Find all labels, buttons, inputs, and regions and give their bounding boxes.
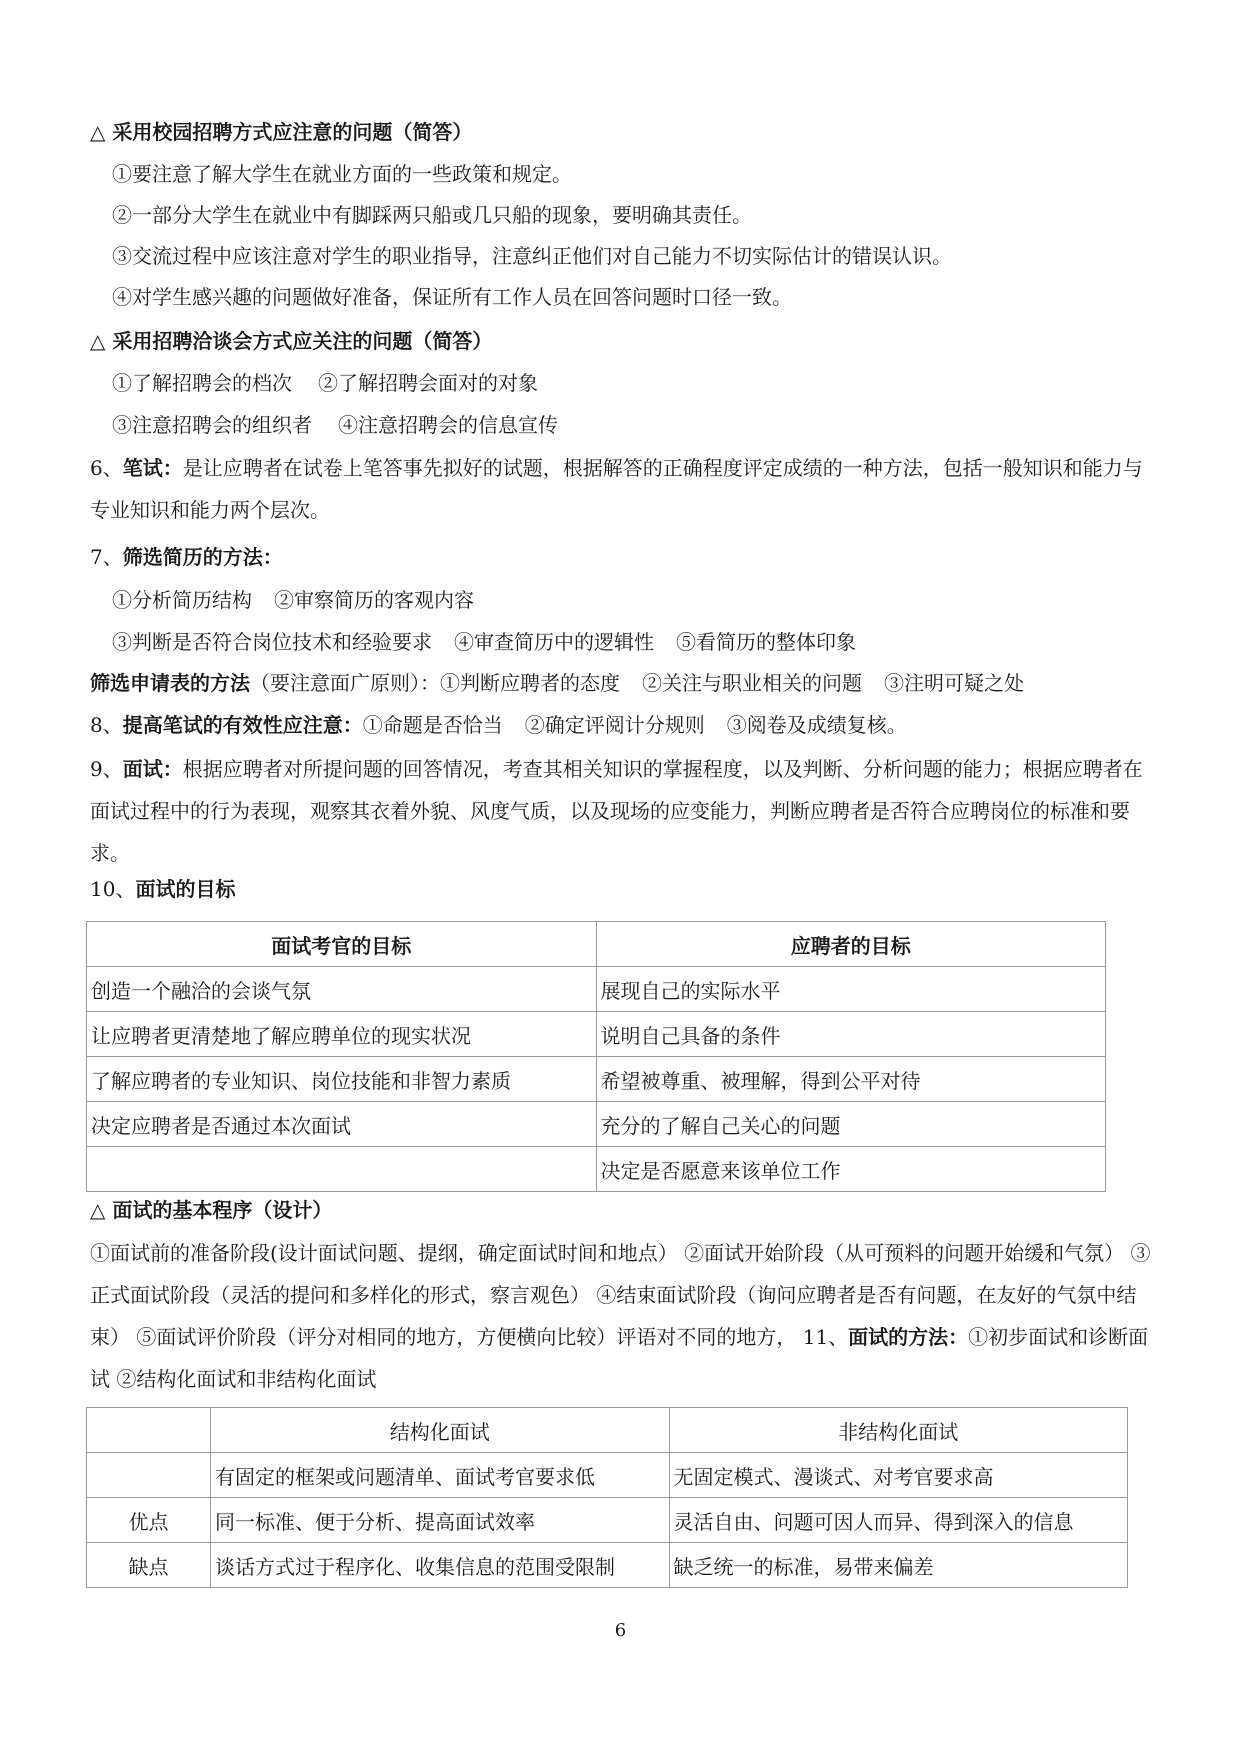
list-line	[112, 370, 538, 396]
item-number: 9、	[90, 757, 123, 781]
section-heading-goals	[90, 876, 235, 902]
table-cell: 让应聘者更清楚地了解应聘单位的现实状况	[87, 1012, 597, 1057]
table-cell: 展现自己的实际水平	[596, 967, 1106, 1012]
term: 面试的方法：	[848, 1325, 969, 1349]
item-number: 6、	[90, 456, 123, 480]
list-item: ④审查简历中的逻辑性	[454, 630, 654, 654]
interview-methods-table	[86, 1407, 1128, 1588]
list-item: ③阅卷及成绩复核。	[726, 713, 907, 737]
table-cell: 决定是否愿意来该单位工作	[596, 1147, 1106, 1192]
row-label: 优点	[87, 1498, 211, 1543]
term: 筛选简历的方法：	[122, 545, 283, 569]
list-item: ④注意招聘会的信息宣传	[338, 413, 558, 437]
procedure-text: ①面试前的准备阶段(设计面试问题、提纲，确定面试时间和地点） ②面试开始阶段（从可预料的问题开始缓和气氛） ③正式面试阶段（灵活的提问和多样化的形式，察言观色） ④结束面试阶段（询问应聘者是否有问题，在友好的气氛中结束） ⑤面试评价阶段（评分对相同的地方，方便横向比较）评语对不同的地方，	[90, 1241, 1151, 1349]
column-header	[87, 1408, 211, 1453]
table-cell: 谈话方式过于程序化、收集信息的范围受限制	[211, 1543, 670, 1588]
methods-text: ①初步面试和诊断面试 ②结构化面试和非结构化面试	[90, 1325, 1149, 1391]
column-header: 应聘者的目标	[596, 922, 1106, 967]
list-line	[112, 412, 558, 438]
term: 提高笔试的有效性应注意：	[122, 713, 363, 737]
table-row	[87, 1453, 1128, 1498]
table-row	[87, 967, 1106, 1012]
list-item: ③判断是否符合岗位技术和经验要求	[112, 630, 432, 654]
list-item: ①判断应聘者的态度	[440, 671, 620, 695]
list-item: ②了解招聘会面对的对象	[318, 371, 538, 395]
column-header: 面试考官的目标	[87, 922, 597, 967]
table-cell: 同一标准、便于分析、提高面试效率	[211, 1498, 670, 1543]
list-item: ①要注意了解大学生在就业方面的一些政策和规定。	[112, 162, 572, 186]
list-item: ①分析简历结构	[112, 588, 252, 612]
paragraph-procedure	[90, 1232, 1152, 1400]
table-cell: 决定应聘者是否通过本次面试	[87, 1102, 597, 1147]
table-row	[87, 1147, 1106, 1192]
item-number: 10、	[90, 877, 136, 901]
column-header: 非结构化面试	[669, 1408, 1128, 1453]
section-heading-fair: △ 采用招聘洽谈会方式应关注的问题（简答）	[90, 329, 493, 353]
term: 筛选申请表的方法	[90, 671, 250, 695]
list-item: ②确定评阅计分规则	[524, 713, 705, 737]
definition-text: 根据应聘者对所提问题的回答情况，考查其相关知识的掌握程度，以及判断、分析问题的能力；根据应聘者在面试过程中的行为表现，观察其衣着外貌、风度气质，以及现场的应变能力，判断应聘者是否符合应聘岗位的标准和要求。	[90, 757, 1143, 865]
interview-goals-table	[86, 921, 1106, 1192]
table-cell: 缺乏统一的标准，易带来偏差	[669, 1543, 1128, 1588]
list-item: ②审察简历的客观内容	[274, 588, 474, 612]
note: （要注意面广原则）：	[250, 671, 440, 695]
table-header-row	[87, 922, 1106, 967]
term: 面试：	[122, 757, 183, 781]
table-cell: 无固定模式、漫谈式、对考官要求高	[669, 1453, 1128, 1498]
list-item: ①了解招聘会的档次	[112, 371, 292, 395]
table-row	[87, 1012, 1106, 1057]
list-line	[112, 629, 856, 655]
section-heading-campus: △ 采用校园招聘方式应注意的问题（简答）	[90, 120, 473, 144]
table-row	[87, 1102, 1106, 1147]
term: 笔试：	[122, 456, 183, 480]
definition-text: 是让应聘者在试卷上笔答事先拟好的试题，根据解答的正确程度评定成绩的一种方法，包括一般知识和能力与专业知识和能力两个层次。	[90, 456, 1143, 522]
list-item: ③交流过程中应该注意对学生的职业指导，注意纠正他们对自己能力不切实际估计的错误认识。	[112, 244, 952, 268]
paragraph-interview	[90, 748, 1152, 874]
list-line	[112, 587, 474, 613]
item-number: 11、	[802, 1325, 849, 1349]
application-form-methods	[90, 670, 1024, 696]
item-number: 8、	[90, 713, 123, 737]
table-cell	[87, 1147, 597, 1192]
paragraph-written-test	[90, 447, 1152, 531]
table-row	[87, 1057, 1106, 1102]
list-item: ②一部分大学生在就业中有脚踩两只船或几只船的现象，要明确其责任。	[112, 203, 752, 227]
section-heading-resume	[90, 544, 283, 570]
table-cell: 创造一个融洽的会谈气氛	[87, 967, 597, 1012]
table-cell: 灵活自由、问题可因人而异、得到深入的信息	[669, 1498, 1128, 1543]
list-item: ②关注与职业相关的问题	[642, 671, 862, 695]
list-item: ⑤看简历的整体印象	[676, 630, 856, 654]
row-label: 缺点	[87, 1543, 211, 1588]
table-header-row	[87, 1408, 1128, 1453]
item-number: 7、	[90, 545, 123, 569]
table-row	[87, 1498, 1128, 1543]
list-item: ①命题是否恰当	[362, 713, 503, 737]
section-heading-procedure: △ 面试的基本程序（设计）	[90, 1198, 333, 1222]
table-cell: 说明自己具备的条件	[596, 1012, 1106, 1057]
page-number: 6	[614, 1620, 627, 1641]
list-item: ④对学生感兴趣的问题做好准备，保证所有工作人员在回答问题时口径一致。	[112, 285, 792, 309]
table-row	[87, 1543, 1128, 1588]
row-label	[87, 1453, 211, 1498]
table-cell: 了解应聘者的专业知识、岗位技能和非智力素质	[87, 1057, 597, 1102]
column-header: 结构化面试	[211, 1408, 670, 1453]
list-item: ③注意招聘会的组织者	[112, 413, 312, 437]
table-cell: 希望被尊重、被理解，得到公平对待	[596, 1057, 1106, 1102]
written-test-validity	[90, 712, 907, 738]
list-item: ③注明可疑之处	[884, 671, 1024, 695]
table-cell: 充分的了解自己关心的问题	[596, 1102, 1106, 1147]
term: 面试的目标	[135, 877, 236, 901]
table-cell: 有固定的框架或问题清单、面试考官要求低	[211, 1453, 670, 1498]
